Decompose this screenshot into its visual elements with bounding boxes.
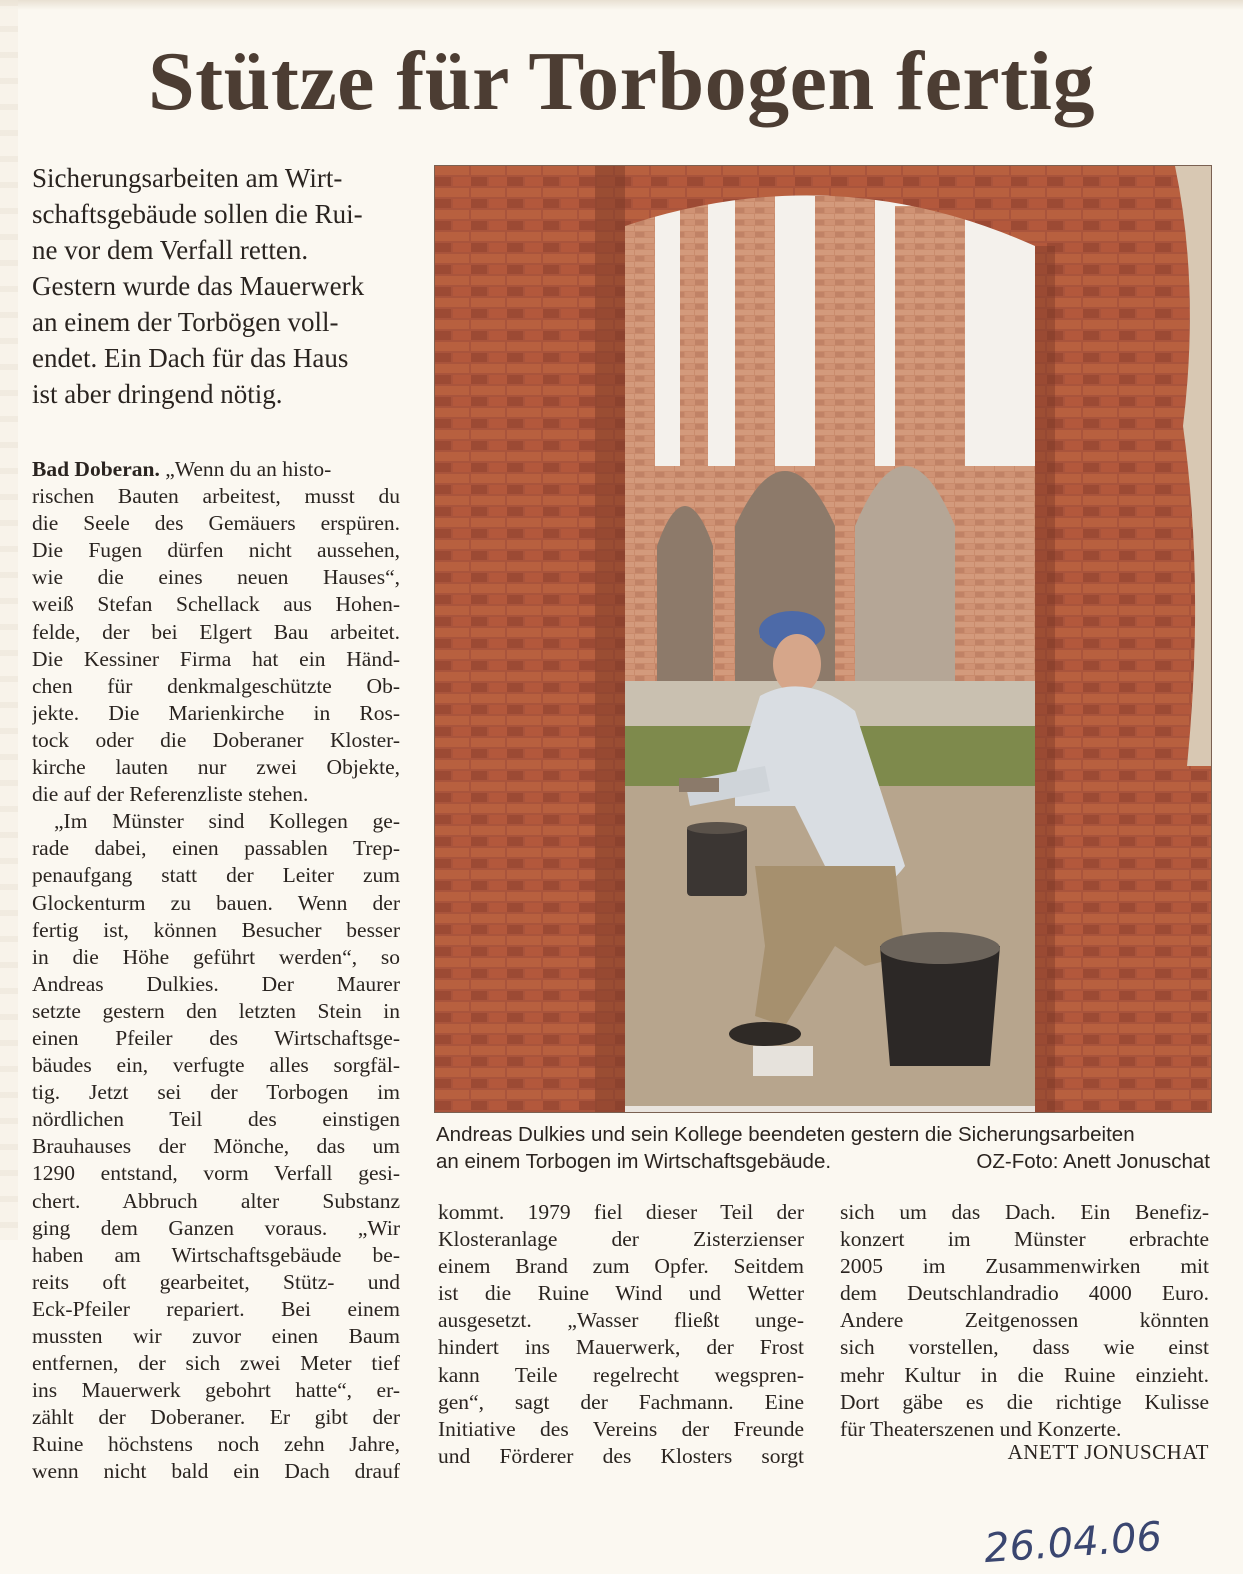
body-text: „Wenn du an histo-	[165, 457, 332, 481]
body-line: Dort gäbe es die richtige Kulisse	[840, 1389, 1209, 1414]
dateline: Bad Doberan.	[32, 457, 160, 481]
body-line: setzte gestern den letzten Stein in	[32, 998, 400, 1023]
body-line: und Förderer des Klosters sorgt	[438, 1443, 804, 1468]
body-line: penaufgang statt der Leiter zum	[32, 863, 400, 888]
body-line: wenn nicht bald ein Dach drauf	[32, 1459, 400, 1484]
body-line: sich um das Dach. Ein Benefiz-	[840, 1200, 1209, 1224]
teaser-line: ist aber dringend nötig.	[32, 379, 283, 409]
body-line: 1290 entstand, vorm Verfall gesi-	[32, 1161, 400, 1186]
body-line: entfernen, der sich zwei Meter tief	[32, 1351, 400, 1376]
body-line: felde, der bei Elgert Bau arbeitet.	[32, 619, 400, 644]
teaser-line: Gestern wurde das Mauerwerk	[32, 271, 365, 301]
teaser-line: ne vor dem Verfall retten.	[32, 235, 309, 265]
body-line: dem Deutschlandradio 4000 Euro.	[840, 1281, 1209, 1306]
body-line: bäudes ein, verfugte alles sorgfäl-	[32, 1053, 400, 1078]
body-line: ins Mauerwerk gebohrt hatte“, er-	[32, 1378, 400, 1403]
author-byline: ANETT JONUSCHAT	[1007, 1440, 1209, 1464]
body-line	[32, 456, 400, 483]
body-line: ist die Ruine Wind und Wetter	[438, 1281, 804, 1306]
teaser-line: schaftsgebäude sollen die Rui-	[32, 199, 363, 229]
photo-credit: OZ-Foto: Anett Jonuschat	[976, 1150, 1210, 1173]
scan-top-edge	[0, 0, 1243, 10]
body-line: nördlichen Teil des einstigen	[32, 1107, 400, 1132]
body-line: chen für denkmalgeschützte Ob-	[32, 673, 400, 698]
body-line: Andreas Dulkies. Der Maurer	[32, 971, 400, 996]
body-line: Andere Zeitgenossen könnten	[840, 1308, 1209, 1333]
body-line: reits oft gearbeitet, Stütz- und	[32, 1269, 400, 1294]
body-line: die auf der Referenzliste stehen.	[32, 782, 309, 807]
body-line: die Seele des Gemäuers erspüren.	[32, 511, 400, 536]
article-column-2	[438, 1199, 804, 1470]
body-line: kirche lauten nur zwei Objekte,	[32, 755, 400, 780]
body-line: weiß Stefan Schellack aus Hohen-	[32, 592, 400, 617]
body-line: Klosteranlage der Zisterzienser	[438, 1227, 804, 1252]
body-line: sich vorstellen, dass wie einst	[840, 1335, 1209, 1360]
body-line: konzert im Münster erbrachte	[840, 1227, 1209, 1252]
body-line: Die Fugen dürfen nicht aussehen,	[32, 538, 400, 563]
body-line: tig. Jetzt sei der Torbogen im	[32, 1080, 400, 1105]
body-line: Brauhauses der Mönche, das um	[32, 1134, 400, 1159]
headline: Stütze für Torbogen fertig	[147, 35, 1096, 128]
body-line: einen Pfeiler des Wirtschaftsge-	[32, 1025, 400, 1050]
teaser-line: endet. Ein Dach für das Haus	[32, 343, 349, 373]
body-line: wie die eines neuen Hauses“,	[32, 565, 400, 590]
teaser	[32, 160, 412, 412]
body-line: Ruine höchstens noch zehn Jahre,	[32, 1432, 400, 1457]
body-line: mehr Kultur in die Ruine einzieht.	[840, 1362, 1209, 1387]
body-line: rischen Bauten arbeitest, musst du	[32, 484, 400, 509]
body-line: „Im Münster sind Kollegen ge-	[54, 809, 400, 834]
article-column-3	[840, 1199, 1209, 1443]
article-column-1	[32, 456, 400, 1486]
scan-left-bleed	[0, 0, 18, 1240]
teaser-line: an einem der Torbögen voll-	[32, 307, 339, 337]
body-line: fertig ist, können Besucher besser	[32, 917, 400, 942]
body-line: ausgesetzt. „Wasser fließt unge-	[438, 1308, 804, 1333]
article-photo	[434, 165, 1212, 1113]
body-line: zählt der Doberaner. Er gibt der	[32, 1405, 400, 1430]
handwritten-date: 26.04.06	[982, 1513, 1164, 1573]
body-line: hindert ins Mauerwerk, der Frost	[438, 1335, 804, 1360]
body-line: Glockenturm zu bauen. Wenn der	[32, 890, 400, 915]
body-line: Eck-Pfeiler repariert. Bei einem	[32, 1296, 400, 1321]
body-line: ging dem Ganzen voraus. „Wir	[32, 1215, 400, 1240]
body-line: chert. Abbruch alter Substanz	[32, 1188, 400, 1213]
body-line: in die Höhe geführt werden“, so	[32, 944, 400, 969]
body-line: jekte. Die Marienkirche in Ros-	[32, 700, 400, 725]
body-line: einem Brand zum Opfer. Seitdem	[438, 1254, 804, 1279]
caption-line-2	[436, 1148, 1210, 1175]
body-line: kommt. 1979 fiel dieser Teil der	[438, 1200, 804, 1224]
body-line: für Theaterszenen und Konzerte.	[840, 1416, 1122, 1441]
teaser-line: Sicherungsarbeiten am Wirt-	[32, 163, 343, 193]
photo-caption	[436, 1121, 1210, 1175]
body-line: Die Kessiner Firma hat ein Händ-	[32, 646, 400, 671]
body-line: haben am Wirtschaftsgebäude be-	[32, 1242, 400, 1267]
body-line: kann Teile regelrecht wegspren-	[438, 1362, 804, 1387]
caption-text-2: an einem Torbogen im Wirtschaftsgebäude.	[436, 1150, 832, 1173]
body-line: gen“, sagt der Fachmann. Eine	[438, 1389, 804, 1414]
body-line: 2005 im Zusammenwirken mit	[840, 1254, 1209, 1279]
body-line: rade dabei, einen passablen Trep-	[32, 836, 400, 861]
caption-line-1: Andreas Dulkies und sein Kollege beendeten gestern die Sicherungsarbeiten	[436, 1123, 1135, 1146]
body-line: mussten wir zuvor einen Baum	[32, 1324, 400, 1348]
body-line: Initiative des Vereins der Freunde	[438, 1416, 804, 1441]
body-line: tock oder die Doberaner Kloster-	[32, 727, 400, 752]
